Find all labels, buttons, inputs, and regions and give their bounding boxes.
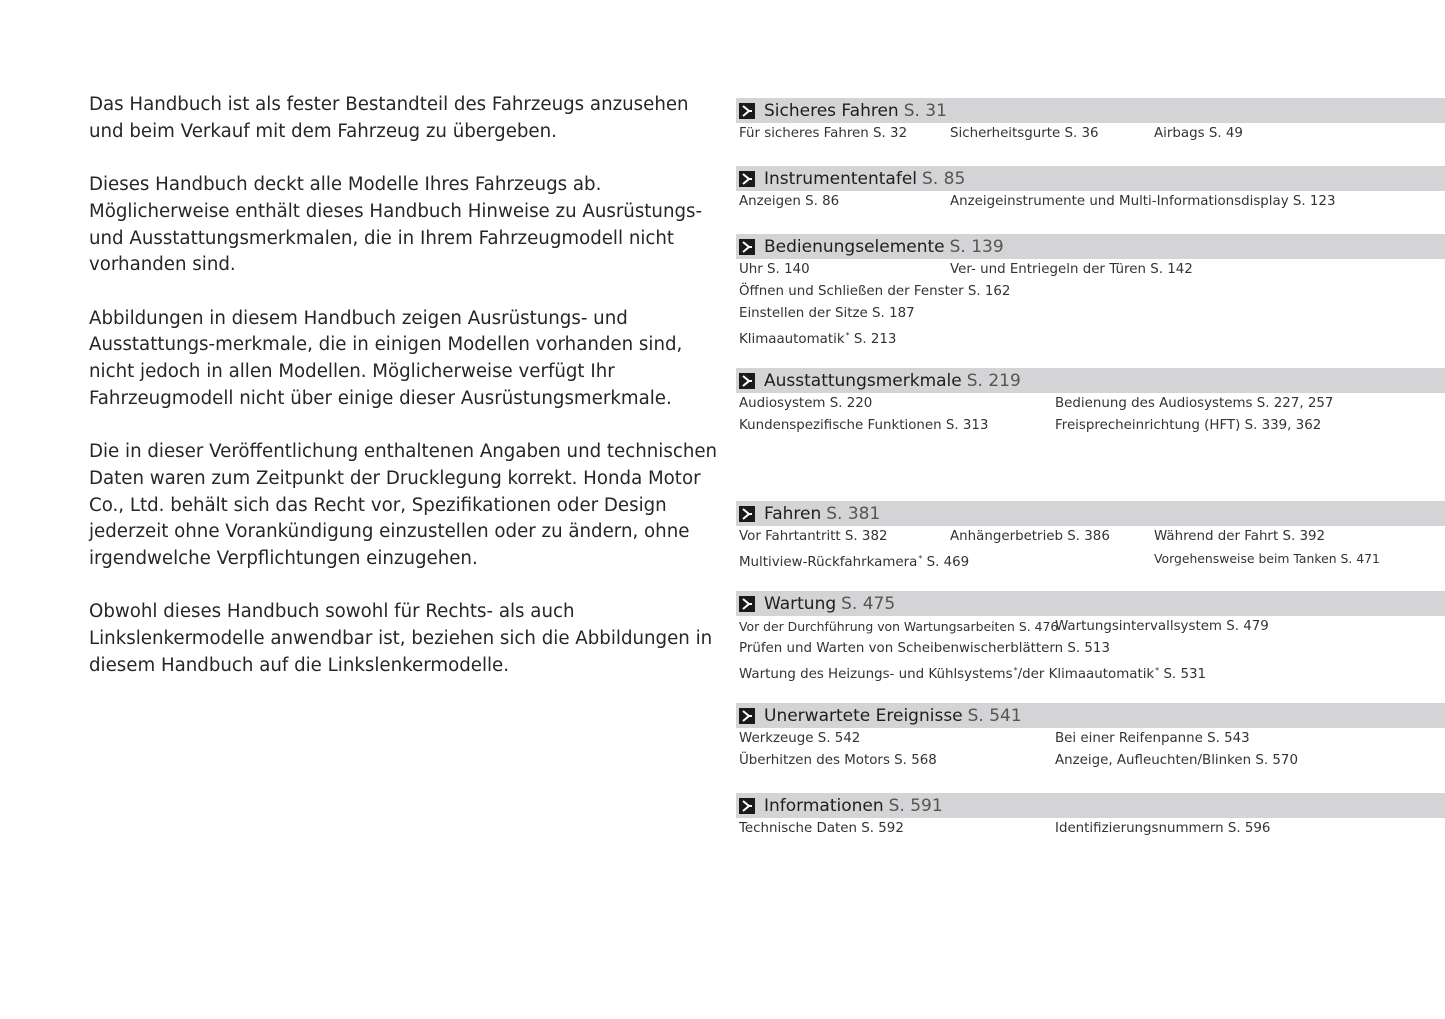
- toc-link[interactable]: Freisprecheinrichtung (HFT) S. 339, 362: [1055, 418, 1322, 433]
- link-page: S. 469: [926, 555, 970, 570]
- toc-link[interactable]: Vorgehensweise beim Tanken S. 471: [1154, 551, 1380, 566]
- toc-row: [736, 259, 1445, 281]
- toc-link[interactable]: Audiosystem S. 220: [739, 396, 873, 411]
- intro-paragraph: Dieses Handbuch deckt alle Modelle Ihres Fahrzeugs ab. Möglicherweise enthält dieses Handbuch Hinweise zu Ausrüstungs- und Ausstattungsmerkmalen, die in Ihrem Fahrzeugmodell nicht vorhanden sind.: [89, 174, 703, 276]
- link-text: Klimaautomatik: [739, 332, 845, 347]
- footnote-star: *: [845, 331, 850, 340]
- section-header[interactable]: [736, 98, 1445, 123]
- toc-row: [736, 638, 1445, 660]
- toc-link[interactable]: [739, 325, 896, 351]
- section-header[interactable]: [736, 234, 1445, 259]
- toc-row: [736, 548, 1445, 570]
- toc-section-wartung: [736, 591, 1445, 682]
- link-text: Multiview-Rückfahrkamera: [739, 555, 918, 570]
- section-title: Wartung: [764, 593, 837, 614]
- footnote-star: *: [1155, 666, 1160, 675]
- toc-link[interactable]: Anhängerbetrieb S. 386: [950, 529, 1110, 544]
- section-page: S. 85: [922, 168, 966, 189]
- section-header[interactable]: [736, 368, 1445, 393]
- toc-link[interactable]: Ver- und Entriegeln der Türen S. 142: [950, 262, 1193, 277]
- arrow-right-box-icon: [739, 798, 755, 814]
- arrow-right-box-icon: [739, 373, 755, 389]
- intro-paragraph: Das Handbuch ist als fester Bestandteil des Fahrzeugs anzusehen und beim Verkauf mit dem Fahrzeug zu übergeben.: [89, 94, 689, 142]
- toc-link[interactable]: Vor der Durchführung von Wartungsarbeiten S. 476: [739, 619, 1059, 634]
- toc-link[interactable]: [739, 660, 1206, 686]
- section-header[interactable]: [736, 501, 1445, 526]
- intro-paragraph: Abbildungen in diesem Handbuch zeigen Ausrüstungs- und Ausstattungs-merkmale, die in einigen Modellen vorhanden sind, nicht jedoch in allen Modellen. Möglicherweise verfügt Ihr Fahrzeugmodell nicht über einige dieser Ausrüstungsmerkmale.: [89, 307, 683, 409]
- section-title: Ausstattungsmerkmale: [764, 370, 962, 391]
- toc-row: [736, 191, 1445, 213]
- section-header[interactable]: [736, 703, 1445, 728]
- toc-link[interactable]: Sicherheitsgurte S. 36: [950, 126, 1099, 141]
- toc-row: [736, 660, 1445, 682]
- toc-link[interactable]: Bei einer Reifenpanne S. 543: [1055, 731, 1250, 746]
- link-page: S. 531: [1163, 667, 1207, 682]
- toc-link[interactable]: Bedienung des Audiosystems S. 227, 257: [1055, 396, 1334, 411]
- section-title: Instrumententafel: [764, 168, 918, 189]
- toc-row: [736, 526, 1445, 548]
- arrow-right-box-icon: [739, 171, 755, 187]
- toc-link[interactable]: Uhr S. 140: [739, 262, 810, 277]
- toc-row: [736, 393, 1445, 415]
- section-header[interactable]: [736, 166, 1445, 191]
- toc-section-informationen: [736, 793, 1445, 840]
- section-page: S. 475: [841, 593, 896, 614]
- section-title: Bedienungselemente: [764, 236, 945, 257]
- toc-link[interactable]: [739, 548, 969, 574]
- section-header[interactable]: [736, 591, 1445, 616]
- arrow-right-box-icon: [739, 506, 755, 522]
- section-page: S. 31: [903, 100, 947, 121]
- toc-row: [736, 616, 1445, 638]
- intro-text: [89, 92, 719, 706]
- toc-link[interactable]: Wartungsintervallsystem S. 479: [1055, 619, 1269, 634]
- toc-row: [736, 750, 1445, 772]
- toc-section-fahren: [736, 501, 1445, 570]
- section-page: S. 139: [949, 236, 1004, 257]
- footnote-star: *: [918, 554, 923, 563]
- toc-row: [736, 415, 1445, 437]
- toc-section-ausstattungsmerkmale: [736, 368, 1445, 437]
- toc-link[interactable]: Airbags S. 49: [1154, 126, 1243, 141]
- intro-paragraph: Obwohl dieses Handbuch sowohl für Rechts- als auch Linkslenkermodelle anwendbar ist, beziehen sich die Abbildungen in diesem Handbuch auf die Linkslenkermodelle.: [89, 601, 713, 676]
- toc-link[interactable]: Anzeige, Aufleuchten/Blinken S. 570: [1055, 753, 1298, 768]
- section-title: Fahren: [764, 503, 822, 524]
- arrow-right-box-icon: [739, 103, 755, 119]
- toc-row: [736, 303, 1445, 325]
- toc-link[interactable]: Kundenspezifische Funktionen S. 313: [739, 418, 989, 433]
- arrow-right-box-icon: [739, 708, 755, 724]
- section-page: S. 591: [888, 795, 943, 816]
- toc-link[interactable]: Überhitzen des Motors S. 568: [739, 753, 937, 768]
- link-page: S. 213: [853, 332, 897, 347]
- section-title: Unerwartete Ereignisse: [764, 705, 963, 726]
- toc-row: [736, 281, 1445, 303]
- section-page: S. 381: [826, 503, 881, 524]
- toc-link[interactable]: Während der Fahrt S. 392: [1154, 529, 1326, 544]
- link-text: /der Klimaautomatik: [1017, 667, 1155, 682]
- intro-paragraph: Die in dieser Veröffentlichung enthaltenen Angaben und technischen Daten waren zum Zeitpunkt der Drucklegung korrekt. Honda Motor Co., Ltd. behält sich das Recht vor, Spezifikationen oder Design jederzeit ohne Vorankündigung einzustellen oder zu ändern, ohne irgendwelche Verpflichtungen einzugehen.: [89, 441, 718, 569]
- arrow-right-box-icon: [739, 239, 755, 255]
- footnote-star: *: [1013, 666, 1018, 675]
- toc-row: [736, 325, 1445, 347]
- toc-link[interactable]: Prüfen und Warten von Scheibenwischerblättern S. 513: [739, 641, 1110, 656]
- section-title: Sicheres Fahren: [764, 100, 899, 121]
- toc-link[interactable]: Öffnen und Schließen der Fenster S. 162: [739, 284, 1011, 299]
- toc-link[interactable]: Anzeigeinstrumente und Multi-Informationsdisplay S. 123: [950, 194, 1336, 209]
- toc-section-instrumententafel: [736, 166, 1445, 213]
- toc-section-unerwartete-ereignisse: [736, 703, 1445, 772]
- toc-row: [736, 728, 1445, 750]
- toc-link[interactable]: Einstellen der Sitze S. 187: [739, 306, 915, 321]
- toc-link[interactable]: Werkzeuge S. 542: [739, 731, 861, 746]
- arrow-right-box-icon: [739, 596, 755, 612]
- section-title: Informationen: [764, 795, 884, 816]
- toc-link[interactable]: Anzeigen S. 86: [739, 194, 840, 209]
- section-header[interactable]: [736, 793, 1445, 818]
- toc-section-sicheres-fahren: [736, 98, 1445, 145]
- toc-row: [736, 123, 1445, 145]
- toc-row: [736, 818, 1445, 840]
- toc-link[interactable]: Identifizierungsnummern S. 596: [1055, 821, 1271, 836]
- link-text: Wartung des Heizungs- und Kühlsystems: [739, 667, 1013, 682]
- section-page: S. 541: [967, 705, 1022, 726]
- section-page: S. 219: [966, 370, 1021, 391]
- toc-link[interactable]: Für sicheres Fahren S. 32: [739, 126, 908, 141]
- toc-section-bedienungselemente: [736, 234, 1445, 347]
- toc-link[interactable]: Vor Fahrtantritt S. 382: [739, 529, 888, 544]
- toc-link[interactable]: Technische Daten S. 592: [739, 821, 904, 836]
